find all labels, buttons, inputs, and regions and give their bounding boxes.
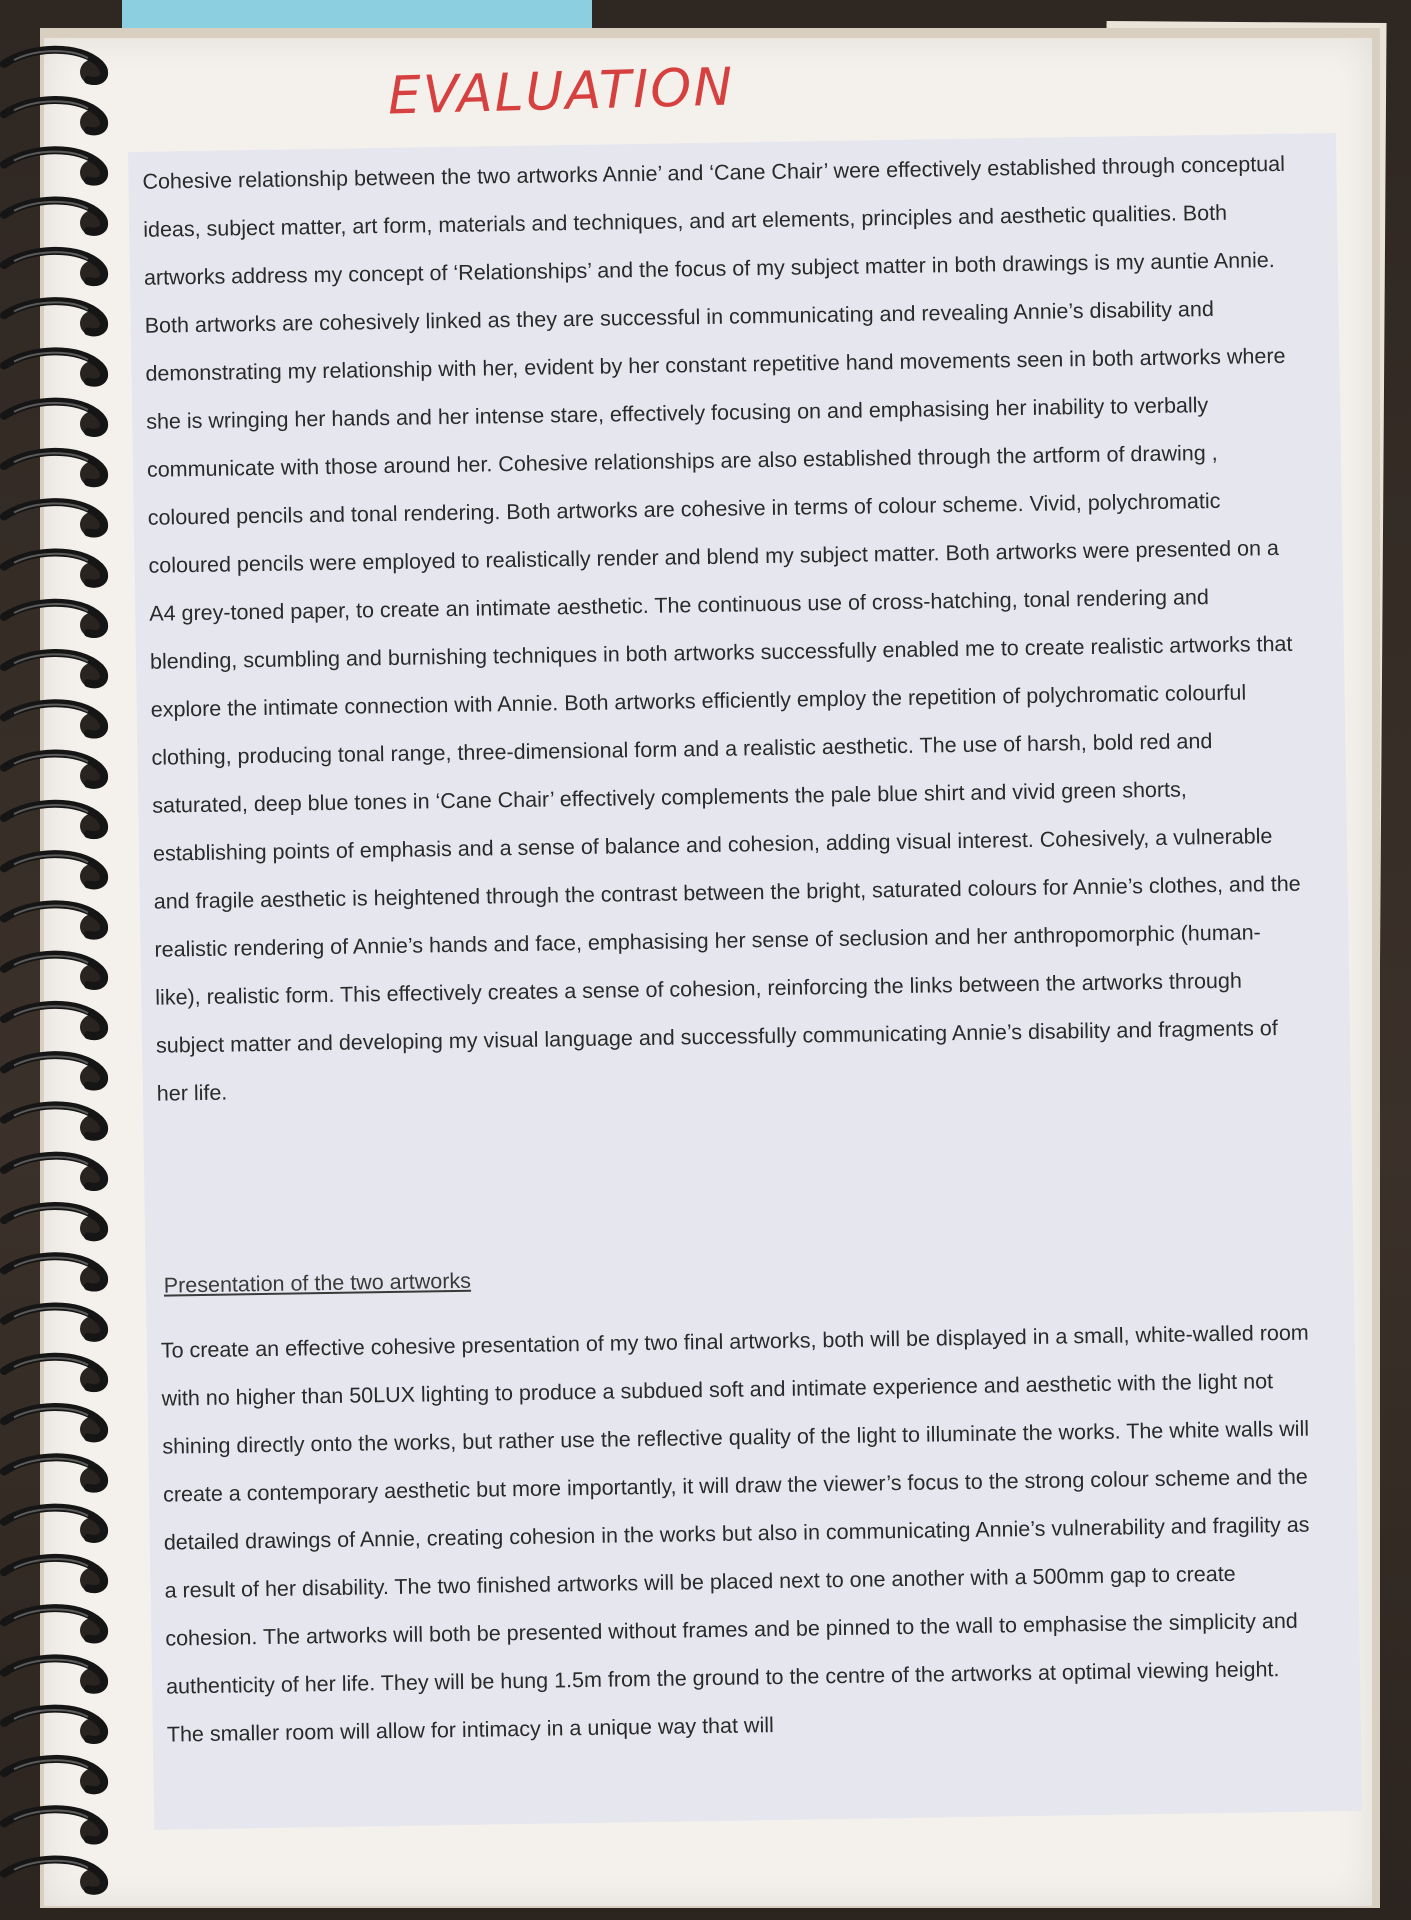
spiral-binding [0,40,140,1900]
printed-sheet [128,133,1362,1830]
spiral-coil [4,1709,108,1744]
page-title: EVALUATION [387,57,735,127]
spiral-coil [4,1608,108,1643]
spiral-coil [4,351,108,386]
spiral-coil [4,1005,108,1040]
spiral-coil [4,754,108,789]
spiral-coil [4,1156,108,1191]
spiral-coil [4,201,108,236]
spiral-coil [4,1105,108,1140]
spiral-coil [4,402,108,437]
presentation-paragraph: To create an effective cohesive presentation of my two final artworks, both will be displayed in a small, white-walled room with no higher than 50LUX lighting to produce a subdued soft and intimate experience and aesthetic with the light not shining directly onto the works, but rather use the reflective quality of the light to illuminate the works. The white walls will create a contemporary aesthetic but more importantly, it will draw the viewer’s focus to the strong colour scheme and the detailed drawings of Annie, creating cohesion in the works but also in communicating Annie’s vulnerability and fragility as a result of her disability. The two finished artworks will be placed next to one another with a 500mm gap to create cohesion. The artworks will both be presented without frames and be pinned to the wall to emphasise the simplicity and authenticity of her life. They will be hung 1.5m from the ground to the centre of the artworks at optimal viewing height. The smaller room will allow for intimacy in a unique way that will [160,1320,1310,1747]
spiral-coil [4,1407,108,1442]
spiral-coil [4,100,108,135]
spiral-coil [4,1256,108,1291]
evaluation-paragraph: Cohesive relationship between the two artworks Annie’ and ‘Cane Chair’ were effectively established through conceptual ideas, subject matter, art form, materials and techniques, and art elements, principles and aesthetic qualities. Both artworks address my concept of ‘Relationships’ and the focus of my subject matter in both drawings is my auntie Annie. Both artworks are cohesively linked as they are successful in communicating and revealing Annie’s disability and demonstrating my relationship with her, evident by her constant repetitive hand movements seen in both artworks where she is wringing her hands and her intense stare, effectively focusing on and emphasising her inability to verbally communicate with those around her. Cohesive relationships are also established through the artform of drawing , coloured pencils and tonal rendering. Both artworks are cohesive in terms of colour scheme. Vivid, polychromatic coloured pencils were employed to realistically render and blend my subject matter. Both artworks were presented on a A4 grey-toned paper, to create an intimate aesthetic. The continuous use of cross-hatching, tonal rendering and blending, scumbling and burnishing techniques in both artworks successfully enabled me to create realistic artworks that explore the intimate connection with Annie. Both artworks efficiently employ the repetition of polychromatic colourful clothing, producing tonal range, three-dimensional form and a realistic aesthetic. The use of harsh, bold red and saturated, deep blue tones in ‘Cane Chair’ effectively complements the pale blue shirt and vivid green shorts, establishing points of emphasis and a sense of balance and cohesion, adding visual interest. Cohesively, a vulnerable and fragile aesthetic is heightened through the contrast between the bright, saturated colours for Annie’s clothes, and the realistic rendering of Annie’s hands and face, emphasising her sense of seclusion and her anthropomorphic (human-like), realistic form. This effectively creates a sense of cohesion, reinforcing the links between the artworks through subject matter and developing my visual language and successfully communicating Annie’s disability and fragments of her life. [142,151,1301,1106]
spiral-coil [4,1658,108,1693]
spiral-coil [4,653,108,688]
spiral-coil [4,804,108,839]
spiral-coil [4,955,108,990]
spiral-coil [4,1306,108,1341]
spiral-coil [4,1457,108,1492]
spiral-coil [4,1055,108,1090]
spiral-coil [4,150,108,185]
spiral-coil [4,1809,108,1844]
spiral-coil [4,1206,108,1241]
spiral-coil [4,452,108,487]
spiral-coil [4,854,108,889]
section-heading: Presentation of the two artworks [163,1268,472,1298]
spiral-coil [4,50,108,85]
spiral-coil [4,703,108,738]
spiral-coil [4,502,108,537]
spiral-coil [4,1759,108,1794]
spiral-coil [4,1357,108,1392]
spiral-coil [4,1859,108,1894]
spiral-coil [4,603,108,638]
spiral-coil [4,904,108,939]
spiral-coil [4,251,108,286]
spiral-coil [4,1558,108,1593]
spiral-coil [4,301,108,336]
spiral-coil [4,1508,108,1543]
spiral-coil [4,552,108,587]
